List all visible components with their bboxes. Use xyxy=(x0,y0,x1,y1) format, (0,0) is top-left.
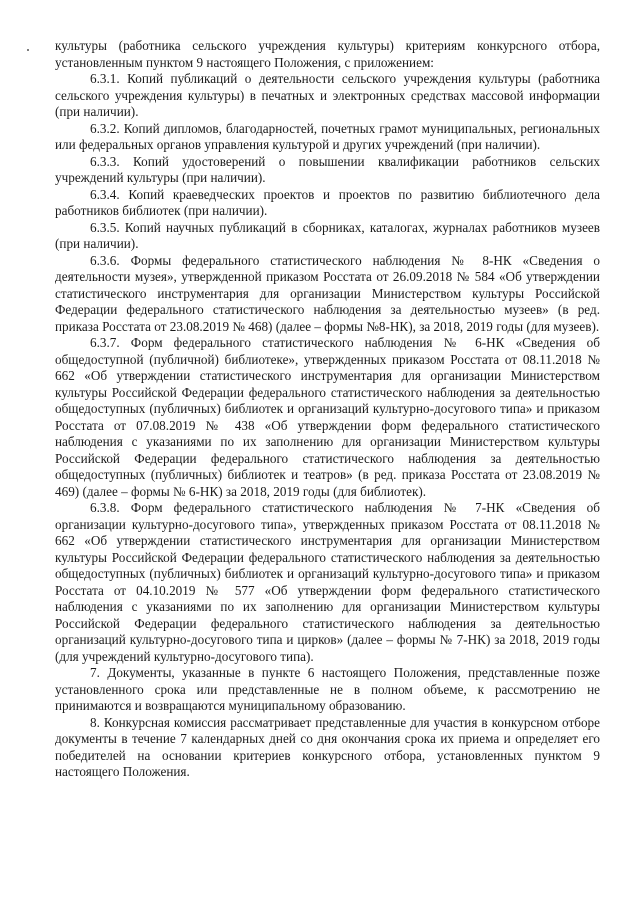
paragraph-7: 7. Документы, указанные в пункте 6 настоящего Положения, представленные позже установленного срока или представленные не в полном объеме, к рассмотрению не принимаются и возвращаются муниципальному образованию. xyxy=(55,665,600,713)
paragraph-continuation: культуры (работника сельского учреждения культуры) критериям конкурсного отбора, установленным пунктом 9 настоящего Положения, с приложением: xyxy=(55,38,600,70)
scan-speck xyxy=(27,49,29,51)
paragraph-8: 8. Конкурсная комиссия рассматривает представленные для участия в конкурсном отборе документы в течение 7 календарных дней со дня окончания срока их приема и определяет его победителей на основании критериев конкурсного отбора, установленных пунктом 9 настоящего Положения. xyxy=(55,714,600,779)
paragraph-6-3-8: 6.3.8. Форм федерального статистического наблюдения № 7-НК «Сведения об организации культурно-досугового типа», утвержденных приказом Росстата от 08.11.2018 № 662 «Об утверждении статистического инструментария для организации Министерством культуры Российской Федерации федерального статистического наблюдения за деятельностью общедоступных (публичных) библиотек и организаций культурно-досугового типа» и приказом Росстата от 04.10.2019 № 577 «Об утверждении форм федерального статистического наблюдения с указаниями по их заполнению для организации Министерством культуры Российской Федерации федерального статистического наблюдения за деятельностью организаций культурно-досугового типа и цирков» (далее – формы № 7-НК) за 2018, 2019 годы (для учреждений культурно-досугового типа). xyxy=(55,500,600,664)
paragraph-6-3-4: 6.3.4. Копий краеведческих проектов и проектов по развитию библиотечного дела работников библиотек (при наличии). xyxy=(55,186,600,218)
paragraph-6-3-1: 6.3.1. Копий публикаций о деятельности сельского учреждения культуры (работника сельского учреждения культуры) в печатных и электронных средствах массовой информации (при наличии). xyxy=(55,71,600,119)
paragraph-6-3-2: 6.3.2. Копий дипломов, благодарностей, почетных грамот муниципальных, региональных или федеральных органов управления культурой и других учреждений (при наличии). xyxy=(55,120,600,152)
paragraph-6-3-3: 6.3.3. Копий удостоверений о повышении квалификации работников сельских учреждений культуры (при наличии). xyxy=(55,153,600,185)
paragraph-6-3-7: 6.3.7. Форм федерального статистического наблюдения № 6-НК «Сведения об общедоступной (публичной) библиотеке», утвержденных приказом Росстата от 08.11.2018 № 662 «Об утверждении статистического инструментария для организации Министерством культуры Российской Федерации федерального статистического наблюдения за деятельностью общедоступных (публичных) библиотек и организаций культурно-досугового типа» и приказом Росстата от 07.08.2019 № 438 «Об утверждении форм федерального статистического наблюдения с указаниями по их заполнению для организации Министерством культуры Российской Федерации федерального статистического наблюдения за деятельностью общедоступных (публичных) библиотек и театров» (в ред. приказа Росстата от 23.08.2019 № 469) (далее – формы № 6-НК) за 2018, 2019 годы (для библиотек). xyxy=(55,335,600,499)
paragraph-6-3-6: 6.3.6. Формы федерального статистического наблюдения № 8-НК «Сведения о деятельности музея», утвержденной приказом Росстата от 26.09.2018 № 584 «Об утверждении статистического инструментария для организации Министерством культуры Российской Федерации федерального статистического наблюдения за деятельностью музеев» (в ред. приказа Росстата от 23.08.2019 № 468) (далее – формы №8-НК), за 2018, 2019 годы (для музеев). xyxy=(55,252,600,334)
document-body xyxy=(55,38,600,781)
paragraph-6-3-5: 6.3.5. Копий научных публикаций в сборниках, каталогах, журналах работников музеев (при наличии). xyxy=(55,219,600,251)
